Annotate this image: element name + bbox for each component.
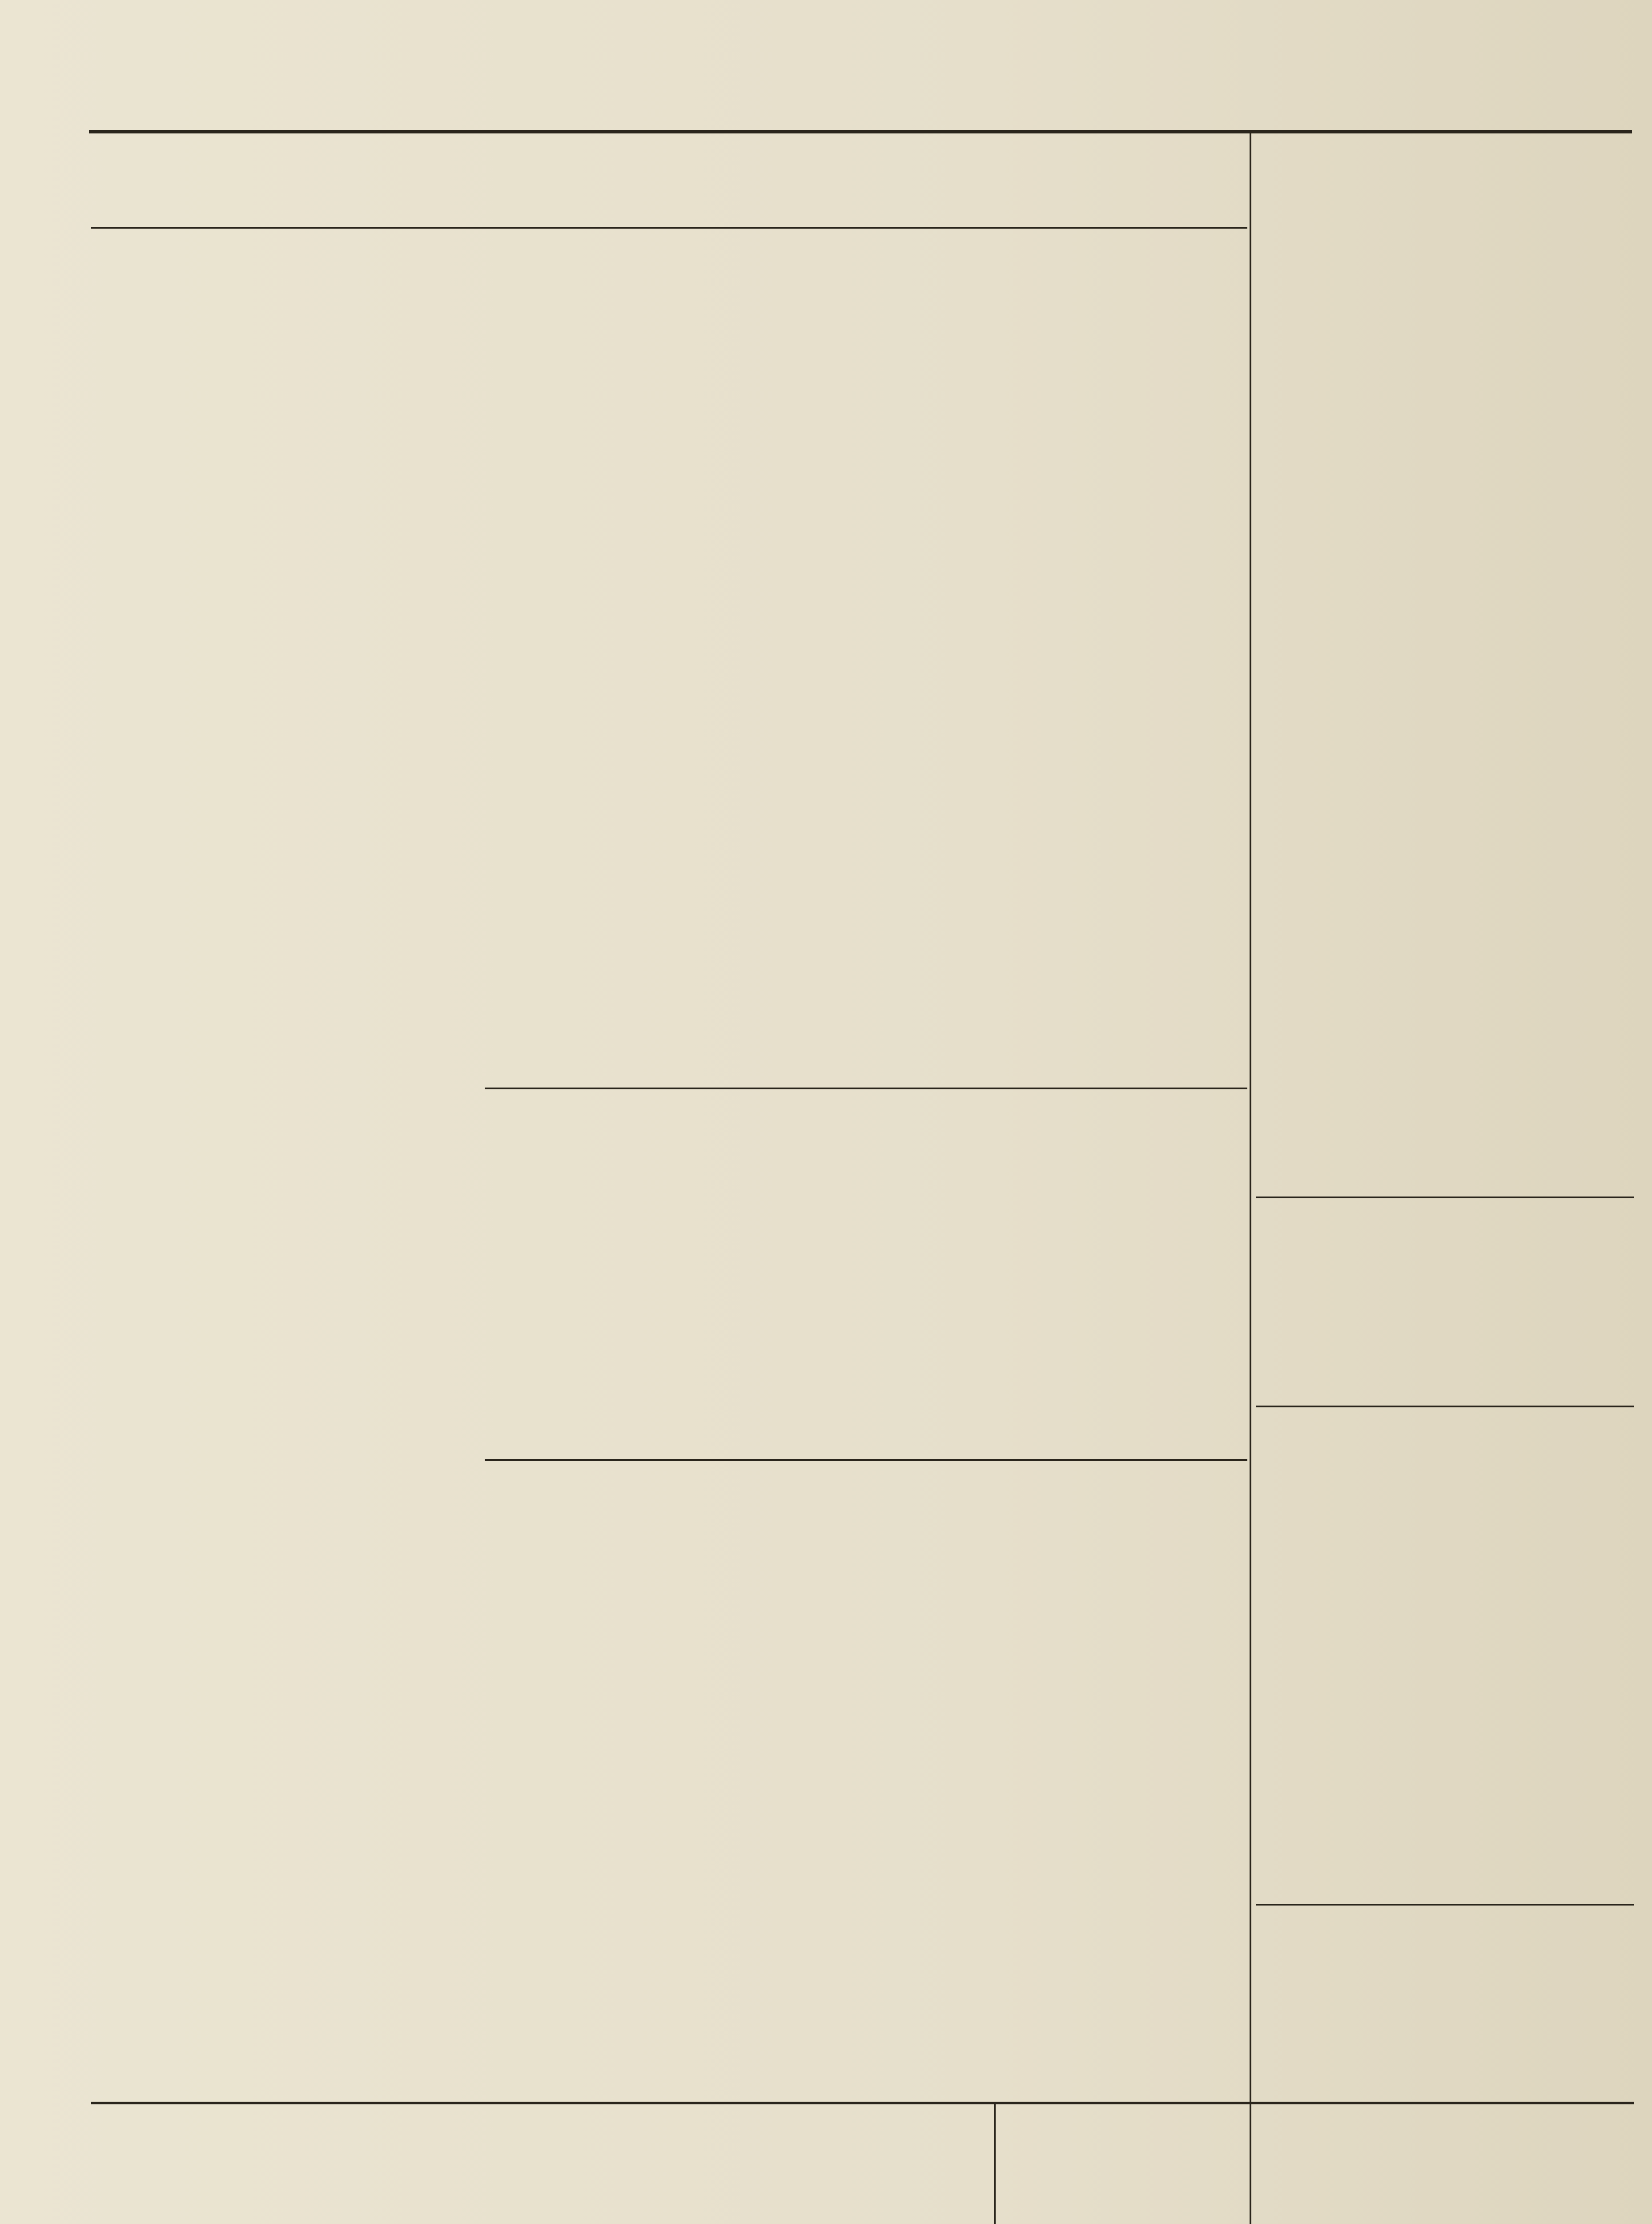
svaz-subheadline	[1256, 185, 1634, 262]
kompenzacni-kicker	[998, 2111, 1634, 2137]
anarchiste-text	[1256, 1986, 1634, 2102]
anarchiste-headline	[1256, 1908, 1634, 1984]
minister-heading	[485, 867, 827, 887]
pachatel-headline	[91, 2108, 989, 2206]
socialiste-headline	[485, 1970, 863, 2002]
president-text	[832, 507, 1245, 667]
header-rule	[89, 130, 1632, 133]
bottom-section-rule	[91, 2102, 1634, 2104]
section-rule-2	[485, 1459, 1247, 1461]
column-rule	[1250, 133, 1251, 2224]
chairman-text	[485, 1014, 827, 1085]
main-headline	[91, 140, 1247, 229]
right-rule-1	[1256, 1197, 1634, 1198]
socialiste-text	[485, 2004, 863, 2099]
day-of-week	[765, 100, 943, 127]
issue-date	[1334, 100, 1623, 127]
headline-rule	[91, 227, 1247, 229]
prochazka-text	[1256, 1243, 1634, 1403]
sections-text	[138, 827, 480, 1939]
daladier-headline	[485, 1463, 1247, 1583]
column-three-text	[832, 234, 1245, 400]
daladier-right	[872, 1619, 1245, 1695]
prochazka-headline	[1256, 1201, 1634, 1241]
caillaux-headline	[872, 1697, 1245, 1732]
telegrams-headline	[832, 403, 1245, 487]
svaz-headline	[1256, 142, 1634, 185]
column-two-text	[485, 234, 827, 438]
co-chteji-right	[872, 1225, 1245, 1457]
kompenzacni-headline	[998, 2139, 1634, 2224]
sramek-text	[1256, 1457, 1634, 1902]
lukavsky-text	[832, 974, 1245, 1085]
sramek-headline	[1256, 1410, 1634, 1454]
reports-heading	[485, 438, 827, 458]
reports-text	[485, 458, 827, 867]
kramar-text	[832, 687, 1245, 954]
co-chteji-left	[485, 1225, 863, 1457]
page-number	[91, 100, 269, 127]
bottom-column-rule	[994, 2104, 996, 2224]
co-chteji-subheadline	[485, 1156, 1247, 1223]
chairman-heading	[485, 994, 827, 1014]
lukavsky-heading	[832, 954, 1245, 974]
right-rule-2	[1256, 1406, 1634, 1407]
svaz-text	[1256, 265, 1634, 1190]
kramar-heading	[832, 667, 1245, 687]
main-article-text	[138, 234, 480, 807]
right-rule-3	[1256, 1904, 1634, 1906]
daladier-subheadline	[485, 1586, 1247, 1617]
pachatel-subheadline	[91, 2206, 989, 2224]
president-heading	[832, 487, 1245, 507]
co-chteji-headline	[485, 1094, 1247, 1156]
section-rule	[485, 1088, 1247, 1089]
caillaux-text	[872, 1735, 1245, 2099]
minister-text	[485, 887, 827, 994]
hosts-heading	[138, 807, 480, 827]
